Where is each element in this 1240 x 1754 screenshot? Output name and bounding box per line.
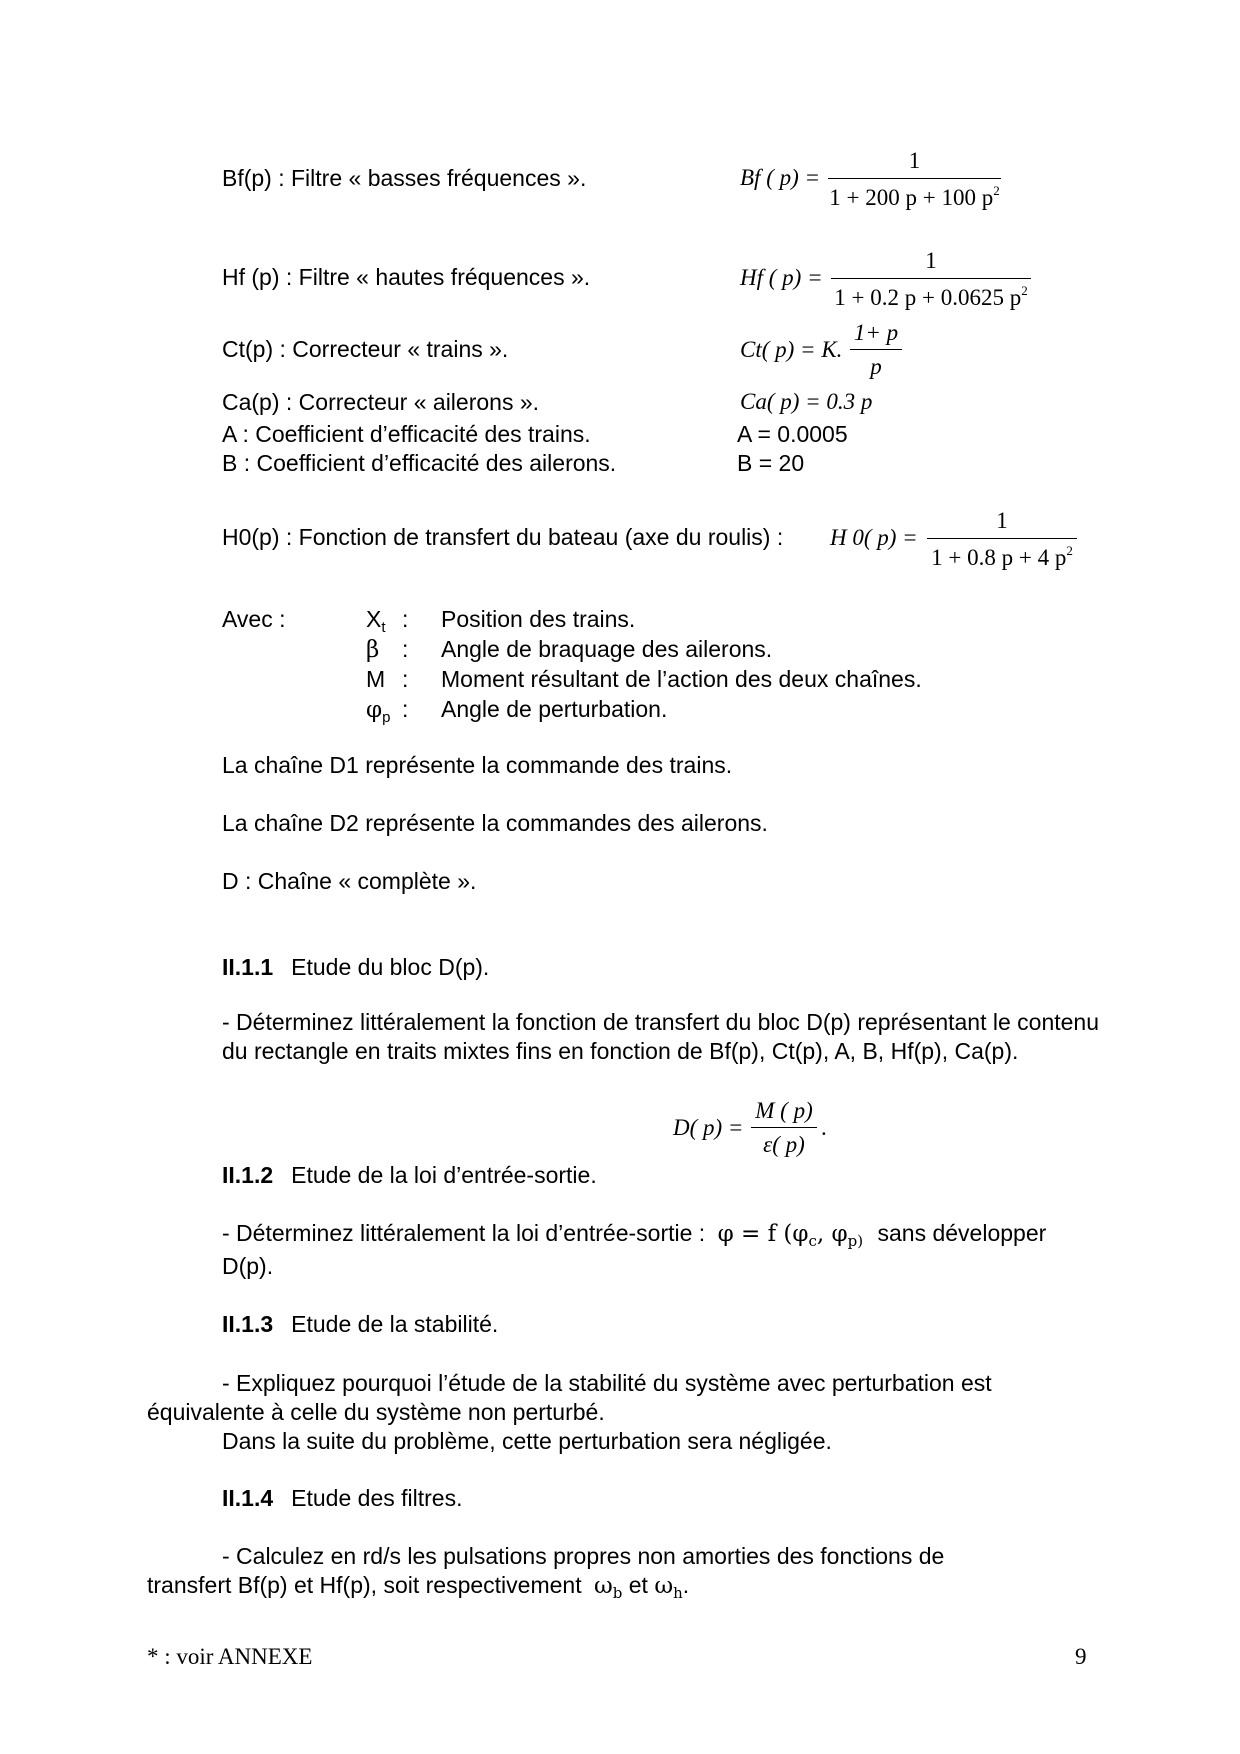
avec-symbol: β [366, 637, 380, 663]
section-title: Etude du bloc D(p). [291, 954, 490, 980]
io-law-formula: φ = f ($\varphi_c$, $\varphi_{p)}$ [717, 1221, 864, 1250]
b-value: B = 20 [737, 450, 805, 476]
section-title: Etude de la loi d’entrée-sortie. [291, 1162, 597, 1188]
d-denominator: ε( p) [763, 1132, 805, 1157]
section-111-heading [222, 954, 489, 980]
chain-d1-text: La chaîne D1 représente la commande des trains. [222, 752, 733, 778]
h0-numerator: 1 [996, 508, 1008, 533]
ct-denominator: p [870, 354, 882, 379]
avec-label: Avec : [222, 606, 286, 632]
avec-colon: : [402, 636, 409, 662]
d-lhs: D( p) = [673, 1115, 744, 1140]
a-label: A : Coefficient d’efficacité des trains. [222, 421, 591, 447]
section-113-heading [222, 1311, 498, 1337]
avec-colon: : [402, 606, 409, 632]
avec-symbol: M [366, 666, 386, 692]
d-formula-period: . [821, 1115, 827, 1140]
hf-fraction-bar [831, 278, 1031, 279]
a-value: A = 0.0005 [737, 421, 848, 447]
footer-note: * : voir ANNEXE [147, 1644, 313, 1669]
section-title: Etude de la stabilité. [291, 1311, 499, 1337]
bf-denominator: 1 + 200 p + 100 $p^2$ [829, 183, 1000, 210]
avec-colon: : [402, 696, 409, 722]
section-number: II.1.4 [222, 1485, 274, 1511]
section-title: Etude des filtres. [291, 1485, 463, 1511]
h0-lhs: H 0( p) = [830, 525, 918, 550]
avec-colon: : [402, 666, 409, 692]
avec-description: Moment résultant de l’action des deux chaînes. [441, 666, 922, 692]
ct-numerator: 1+ p [853, 320, 899, 345]
b-label: B : Coefficient d’efficacité des ailerons. [222, 450, 617, 476]
h0-label: H0(p) : Fonction de transfert du bateau (axe du roulis) : [222, 524, 784, 550]
ca-label: Ca(p) : Correcteur « ailerons ». [222, 389, 540, 415]
section-113-line2: équivalente à celle du système non perturbé. [147, 1399, 605, 1425]
h0-denominator: 1 + 0.8 p + 4 $p^2$ [931, 543, 1073, 570]
avec-description: Angle de braquage des ailerons. [441, 636, 773, 662]
bf-label: Bf(p) : Filtre « basses fréquences ». [222, 165, 587, 191]
avec-description: Angle de perturbation. [441, 696, 668, 722]
hf-numerator: 1 [925, 248, 937, 273]
d-numerator: M ( p) [755, 1098, 813, 1123]
avec-symbol: $X_t$ [366, 606, 386, 636]
section-number: II.1.1 [222, 954, 274, 980]
ct-fraction-bar [850, 349, 902, 350]
ct-label: Ct(p) : Correcteur « trains ». [222, 336, 509, 362]
section-114-heading [222, 1485, 462, 1511]
ct-lhs: Ct( p) = K. [740, 337, 843, 362]
section-111-text: - Déterminez littéralement la fonction de transfert du bloc D(p) représentant le contenu du rectangle en traits mixtes fins en fonction de Bf(p), Ct(p), A, B, Hf(p), Ca(p). [222, 1009, 1099, 1064]
section-113-line1: - Expliquez pourquoi l’étude de la stabilité du système avec perturbation est [222, 1370, 992, 1396]
omega-h-symbol: $\omega_h$ [654, 1573, 683, 1602]
chain-d2-text: La chaîne D2 représente la commandes des ailerons. [222, 810, 768, 836]
avec-symbol: $\varphi_p$ [366, 697, 391, 726]
bf-fraction-bar [828, 178, 1001, 179]
page-number: 9 [1075, 1644, 1087, 1669]
omega-b-symbol: $\omega_b$ [593, 1573, 623, 1602]
section-112-heading [222, 1162, 597, 1188]
hf-lhs: Hf ( p) = [740, 265, 823, 290]
hf-label: Hf (p) : Filtre « hautes fréquences ». [222, 264, 591, 290]
avec-description: Position des trains. [441, 606, 636, 632]
section-112-text: - Déterminez littéralement la loi d’entrée-sortie : φ = f ($\varphi_c$, $\varphi_{p)}$ sans développer [222, 1220, 1047, 1250]
section-114-line2: transfert Bf(p) et Hf(p), soit respectivement $\omega_b$ et $\omega_h$. [147, 1572, 690, 1602]
section-114-line1: - Calculez en rd/s les pulsations propres non amorties des fonctions de [222, 1543, 945, 1569]
bf-lhs: Bf ( p) = [740, 165, 821, 190]
section-number: II.1.2 [222, 1162, 274, 1188]
ca-formula: Ca( p) = 0.3 p [740, 389, 873, 414]
h0-fraction-bar [927, 538, 1077, 539]
section-113-line3: Dans la suite du problème, cette perturbation sera négligée. [222, 1428, 832, 1454]
chain-d-text: D : Chaîne « complète ». [222, 868, 477, 894]
bf-numerator: 1 [908, 148, 921, 173]
section-112-text-end: D(p). [222, 1253, 274, 1279]
hf-denominator: 1 + 0.2 p + 0.0625 $p^2$ [834, 283, 1028, 310]
section-number: II.1.3 [222, 1311, 274, 1337]
d-fraction-bar [751, 1127, 817, 1128]
